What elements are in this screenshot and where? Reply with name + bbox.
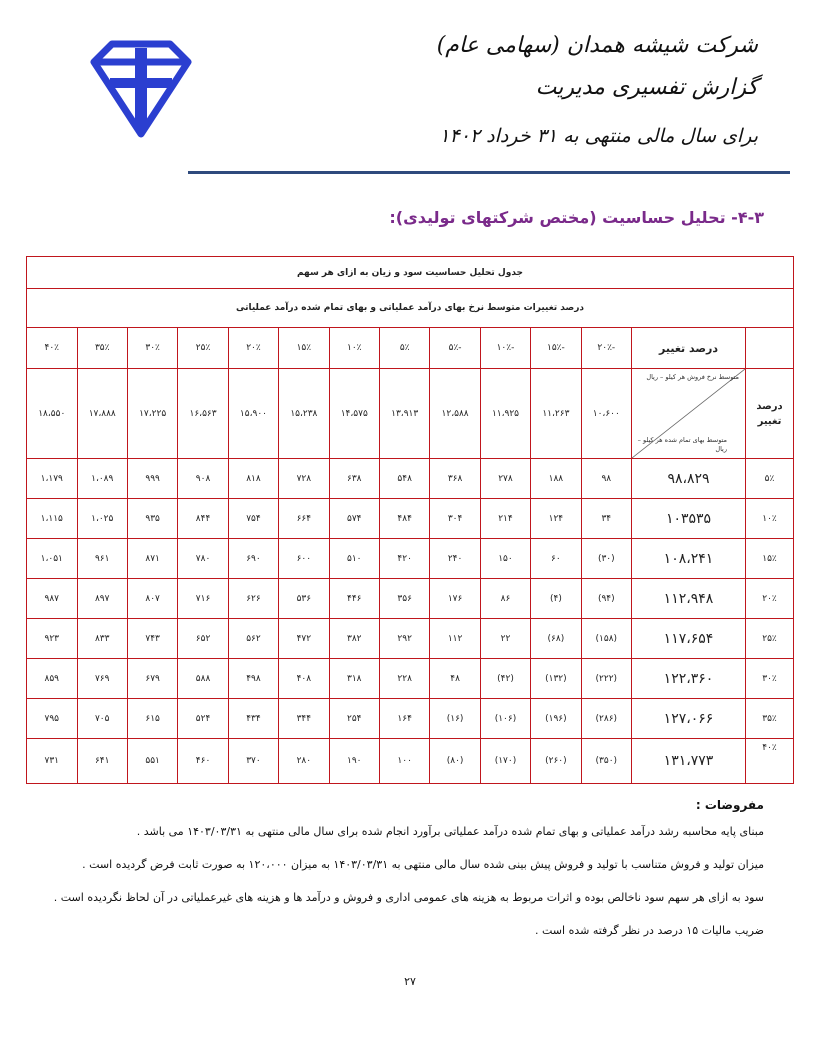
col-price-header: ۱۳،۹۱۳ <box>379 369 429 459</box>
eps-cell: ۹۲۳ <box>27 619 78 659</box>
assumption-item: میزان تولید و فروش متناسب با تولید و فروش پیش بینی شده سال مالی منتهی به ۱۴۰۳/۰۳/۳۱ به میزان ۱۲۰،۰۰۰ به صورت ثابت فرض گردیده است . <box>82 858 764 871</box>
eps-cell: ۳۱۸ <box>329 659 379 699</box>
report-title: گزارش تفسیری مدیریت <box>535 75 758 100</box>
eps-cell: ۹۶۱ <box>77 539 127 579</box>
eps-cell: ۴۹۸ <box>228 659 278 699</box>
eps-cell: ۸۵۹ <box>27 659 78 699</box>
eps-cell: (۲۶۰) <box>531 739 581 784</box>
eps-cell: ۴۲۰ <box>379 539 429 579</box>
eps-cell: (۱۵۸) <box>581 619 631 659</box>
eps-cell: ۲۱۴ <box>480 499 530 539</box>
table-subcaption: درصد تغییرات متوسط نرخ بهای درآمد عملیاتی و بهای تمام شده درآمد عملیاتی <box>27 289 794 328</box>
eps-cell: ۶۰ <box>531 539 581 579</box>
row-cost: ۹۸،۸۲۹ <box>632 459 746 499</box>
table-row <box>27 659 794 699</box>
eps-cell: ۹۸ <box>581 459 631 499</box>
table-row <box>27 539 794 579</box>
eps-cell: ۷۱۶ <box>178 579 228 619</box>
eps-cell: ۸۰۷ <box>127 579 177 619</box>
eps-cell: (۳۵۰) <box>581 739 631 784</box>
eps-cell: ۸۴۴ <box>178 499 228 539</box>
eps-cell: ۷۲۸ <box>279 459 329 499</box>
eps-cell: ۶۴۱ <box>77 739 127 784</box>
col-price-header: ۱۶،۵۶۳ <box>178 369 228 459</box>
eps-cell: ۱۱۲ <box>430 619 480 659</box>
eps-cell: ۳۸۲ <box>329 619 379 659</box>
eps-cell: ۲۲ <box>480 619 530 659</box>
row-cost: ۱۰۳۵۳۵ <box>632 499 746 539</box>
eps-cell: ۲۷۸ <box>480 459 530 499</box>
eps-cell: ۶۹۰ <box>228 539 278 579</box>
eps-cell: ۱۹۰ <box>329 739 379 784</box>
assumptions-title: مفروضات : <box>695 798 764 812</box>
col-price-header: ۱۲،۵۸۸ <box>430 369 480 459</box>
eps-cell: ۱۶۴ <box>379 699 429 739</box>
eps-cell: ۵۱۰ <box>329 539 379 579</box>
table-row <box>27 499 794 539</box>
col-price-header: ۱۴،۵۷۵ <box>329 369 379 459</box>
page-header <box>0 0 816 175</box>
eps-cell: ۶۱۵ <box>127 699 177 739</box>
eps-cell: ۱،۰۲۵ <box>77 499 127 539</box>
row-pct: ۱۵٪ <box>746 539 794 579</box>
col-pct-header: ۱۵٪ <box>279 328 329 369</box>
eps-cell: (۸۰) <box>430 739 480 784</box>
eps-cell: (۴) <box>531 579 581 619</box>
eps-cell: ۶۲۶ <box>228 579 278 619</box>
col-pct-header: ۵٪ <box>379 328 429 369</box>
eps-cell: ۴۶۰ <box>178 739 228 784</box>
assumption-item: مبنای پایه محاسبه رشد درآمد عملیاتی و بهای تمام شده درآمد عملیاتی برآورد انجام شده برای سال مالی منتهی به ۱۴۰۳/۰۳/۳۱ می باشد . <box>136 825 764 838</box>
eps-cell: ۱۰۰ <box>379 739 429 784</box>
eps-cell: (۱۳۲) <box>531 659 581 699</box>
row-cost: ۱۲۲،۳۶۰ <box>632 659 746 699</box>
eps-cell: ۴۸ <box>430 659 480 699</box>
eps-cell: ۴۸۴ <box>379 499 429 539</box>
col-price-header: ۱۱،۲۶۳ <box>531 369 581 459</box>
eps-cell: ۸۹۷ <box>77 579 127 619</box>
eps-cell: ۷۳۱ <box>27 739 78 784</box>
table-row <box>27 699 794 739</box>
table-row <box>27 619 794 659</box>
sensitivity-table <box>26 256 794 784</box>
row-pct: ۱۰٪ <box>746 499 794 539</box>
eps-cell: ۲۸۰ <box>279 739 329 784</box>
eps-cell: ۷۹۵ <box>27 699 78 739</box>
corner-cell <box>746 328 794 369</box>
eps-cell: ۵۲۴ <box>178 699 228 739</box>
col-pct-header: -۱۵٪ <box>531 328 581 369</box>
assumptions <box>44 798 764 954</box>
eps-cell: ۳۰۴ <box>430 499 480 539</box>
eps-cell: (۳۰) <box>581 539 631 579</box>
eps-cell: ۱۸۸ <box>531 459 581 499</box>
eps-cell: ۴۴۶ <box>329 579 379 619</box>
diag-top-label: متوسط نرخ فروش هر کیلو – ریال <box>646 373 739 381</box>
eps-cell: ۱۷۶ <box>430 579 480 619</box>
col-pct-header: ۱۰٪ <box>329 328 379 369</box>
eps-cell: (۱۶) <box>430 699 480 739</box>
row-pct: ۲۰٪ <box>746 579 794 619</box>
eps-cell: ۳۷۰ <box>228 739 278 784</box>
col-price-header: ۱۱،۹۲۵ <box>480 369 530 459</box>
row-pct: ۳۰٪ <box>746 659 794 699</box>
col-price-header: ۱۷،۸۸۸ <box>77 369 127 459</box>
eps-cell: ۱،۱۷۹ <box>27 459 78 499</box>
col-price-header: ۱۵،۹۰۰ <box>228 369 278 459</box>
row-cost: ۱۳۱،۷۷۳ <box>632 739 746 784</box>
eps-cell: ۷۶۹ <box>77 659 127 699</box>
table-row <box>27 739 794 784</box>
col-pct-header: ۳۵٪ <box>77 328 127 369</box>
eps-cell: ۳۵۶ <box>379 579 429 619</box>
col-price-header: ۱۸،۵۵۰ <box>27 369 78 459</box>
eps-cell: ۲۲۸ <box>379 659 429 699</box>
diagonal-header-cell <box>632 369 746 459</box>
eps-cell: ۱،۰۵۱ <box>27 539 78 579</box>
row-pct: ۵٪ <box>746 459 794 499</box>
eps-cell: ۷۸۰ <box>178 539 228 579</box>
eps-cell: ۱۵۰ <box>480 539 530 579</box>
eps-cell: ۶۰۰ <box>279 539 329 579</box>
eps-cell: ۱۲۴ <box>531 499 581 539</box>
row-pct: ۳۵٪ <box>746 699 794 739</box>
col-pct-header: -۵٪ <box>430 328 480 369</box>
eps-cell: ۳۶۸ <box>430 459 480 499</box>
eps-cell: ۴۳۴ <box>228 699 278 739</box>
eps-cell: ۳۴ <box>581 499 631 539</box>
row-cost: ۱۱۲،۹۴۸ <box>632 579 746 619</box>
eps-cell: (۹۴) <box>581 579 631 619</box>
col-pct-header: ۲۰٪ <box>228 328 278 369</box>
eps-cell: ۷۰۵ <box>77 699 127 739</box>
col-pct-header: ۴۰٪ <box>27 328 78 369</box>
eps-cell: ۳۴۴ <box>279 699 329 739</box>
change-label: درصد تغییر <box>632 328 746 369</box>
col-pct-header: ۳۰٪ <box>127 328 177 369</box>
eps-cell: (۲۲۲) <box>581 659 631 699</box>
eps-cell: (۱۹۶) <box>531 699 581 739</box>
report-period: برای سال مالی منتهی به ۳۱ خرداد ۱۴۰۲ <box>439 125 758 147</box>
eps-cell: ۶۵۲ <box>178 619 228 659</box>
eps-cell: ۵۴۸ <box>379 459 429 499</box>
eps-cell: ۸۳۳ <box>77 619 127 659</box>
eps-cell: (۱۰۶) <box>480 699 530 739</box>
section-title: ۴-۳- تحلیل حساسیت (مختص شرکتهای تولیدی): <box>389 208 764 227</box>
eps-cell: ۴۰۸ <box>279 659 329 699</box>
row-cost: ۱۲۷،۰۶۶ <box>632 699 746 739</box>
eps-cell: ۵۵۱ <box>127 739 177 784</box>
eps-cell: (۴۲) <box>480 659 530 699</box>
eps-cell: ۲۴۰ <box>430 539 480 579</box>
eps-cell: ۵۶۲ <box>228 619 278 659</box>
page-number: ۲۷ <box>404 975 416 988</box>
eps-cell: ۷۴۳ <box>127 619 177 659</box>
eps-cell: ۱،۰۸۹ <box>77 459 127 499</box>
eps-cell: ۸۱۸ <box>228 459 278 499</box>
eps-cell: (۲۸۶) <box>581 699 631 739</box>
eps-cell: ۵۳۶ <box>279 579 329 619</box>
table-caption: جدول تحلیل حساسیت سود و زیان به ازای هر سهم <box>27 257 794 289</box>
row-pct: ۲۵٪ <box>746 619 794 659</box>
eps-cell: ۶۶۴ <box>279 499 329 539</box>
diamond-logo-icon <box>86 38 196 140</box>
eps-cell: (۱۷۰) <box>480 739 530 784</box>
eps-cell: ۹۹۹ <box>127 459 177 499</box>
col-price-header: ۱۰،۶۰۰ <box>581 369 631 459</box>
eps-cell: ۵۷۴ <box>329 499 379 539</box>
col-price-header: ۱۷،۲۲۵ <box>127 369 177 459</box>
eps-cell: ۶۳۸ <box>329 459 379 499</box>
table-row <box>27 459 794 499</box>
row-pct: ۴۰٪ <box>746 739 794 784</box>
eps-cell: ۹۰۸ <box>178 459 228 499</box>
eps-cell: ۸۷۱ <box>127 539 177 579</box>
eps-cell: ۹۳۵ <box>127 499 177 539</box>
company-name: شرکت شیشه همدان (سهامی عام) <box>436 33 758 58</box>
assumption-item: سود به ازای هر سهم سود ناخالص بوده و اثرات مربوط به هزینه های عمومی اداری و فروش و درآمد ها و هزینه های غیرعملیاتی در آن لحاظ نگردیده است . <box>53 891 764 904</box>
header-divider <box>188 171 790 174</box>
row-cost: ۱۰۸،۲۴۱ <box>632 539 746 579</box>
col-price-header: ۱۵،۲۳۸ <box>279 369 329 459</box>
company-block <box>437 30 758 158</box>
diag-bottom-label: متوسط بهای تمام شده هر کیلو – ریال <box>637 436 727 453</box>
eps-cell: ۶۷۹ <box>127 659 177 699</box>
assumption-item: ضریب مالیات ۱۵ درصد در نظر گرفته شده است . <box>535 924 764 937</box>
col-pct-header: -۲۰٪ <box>581 328 631 369</box>
col-pct-header: -۱۰٪ <box>480 328 530 369</box>
eps-cell: ۱،۱۱۵ <box>27 499 78 539</box>
row-cost: ۱۱۷،۶۵۴ <box>632 619 746 659</box>
row-axis-label: درصد تغییر <box>746 369 794 459</box>
col-pct-header: ۲۵٪ <box>178 328 228 369</box>
eps-cell: ۹۸۷ <box>27 579 78 619</box>
eps-cell: ۲۹۲ <box>379 619 429 659</box>
eps-cell: ۴۷۲ <box>279 619 329 659</box>
eps-cell: ۲۵۴ <box>329 699 379 739</box>
eps-cell: (۶۸) <box>531 619 581 659</box>
eps-cell: ۵۸۸ <box>178 659 228 699</box>
eps-cell: ۷۵۴ <box>228 499 278 539</box>
table-row <box>27 579 794 619</box>
eps-cell: ۸۶ <box>480 579 530 619</box>
